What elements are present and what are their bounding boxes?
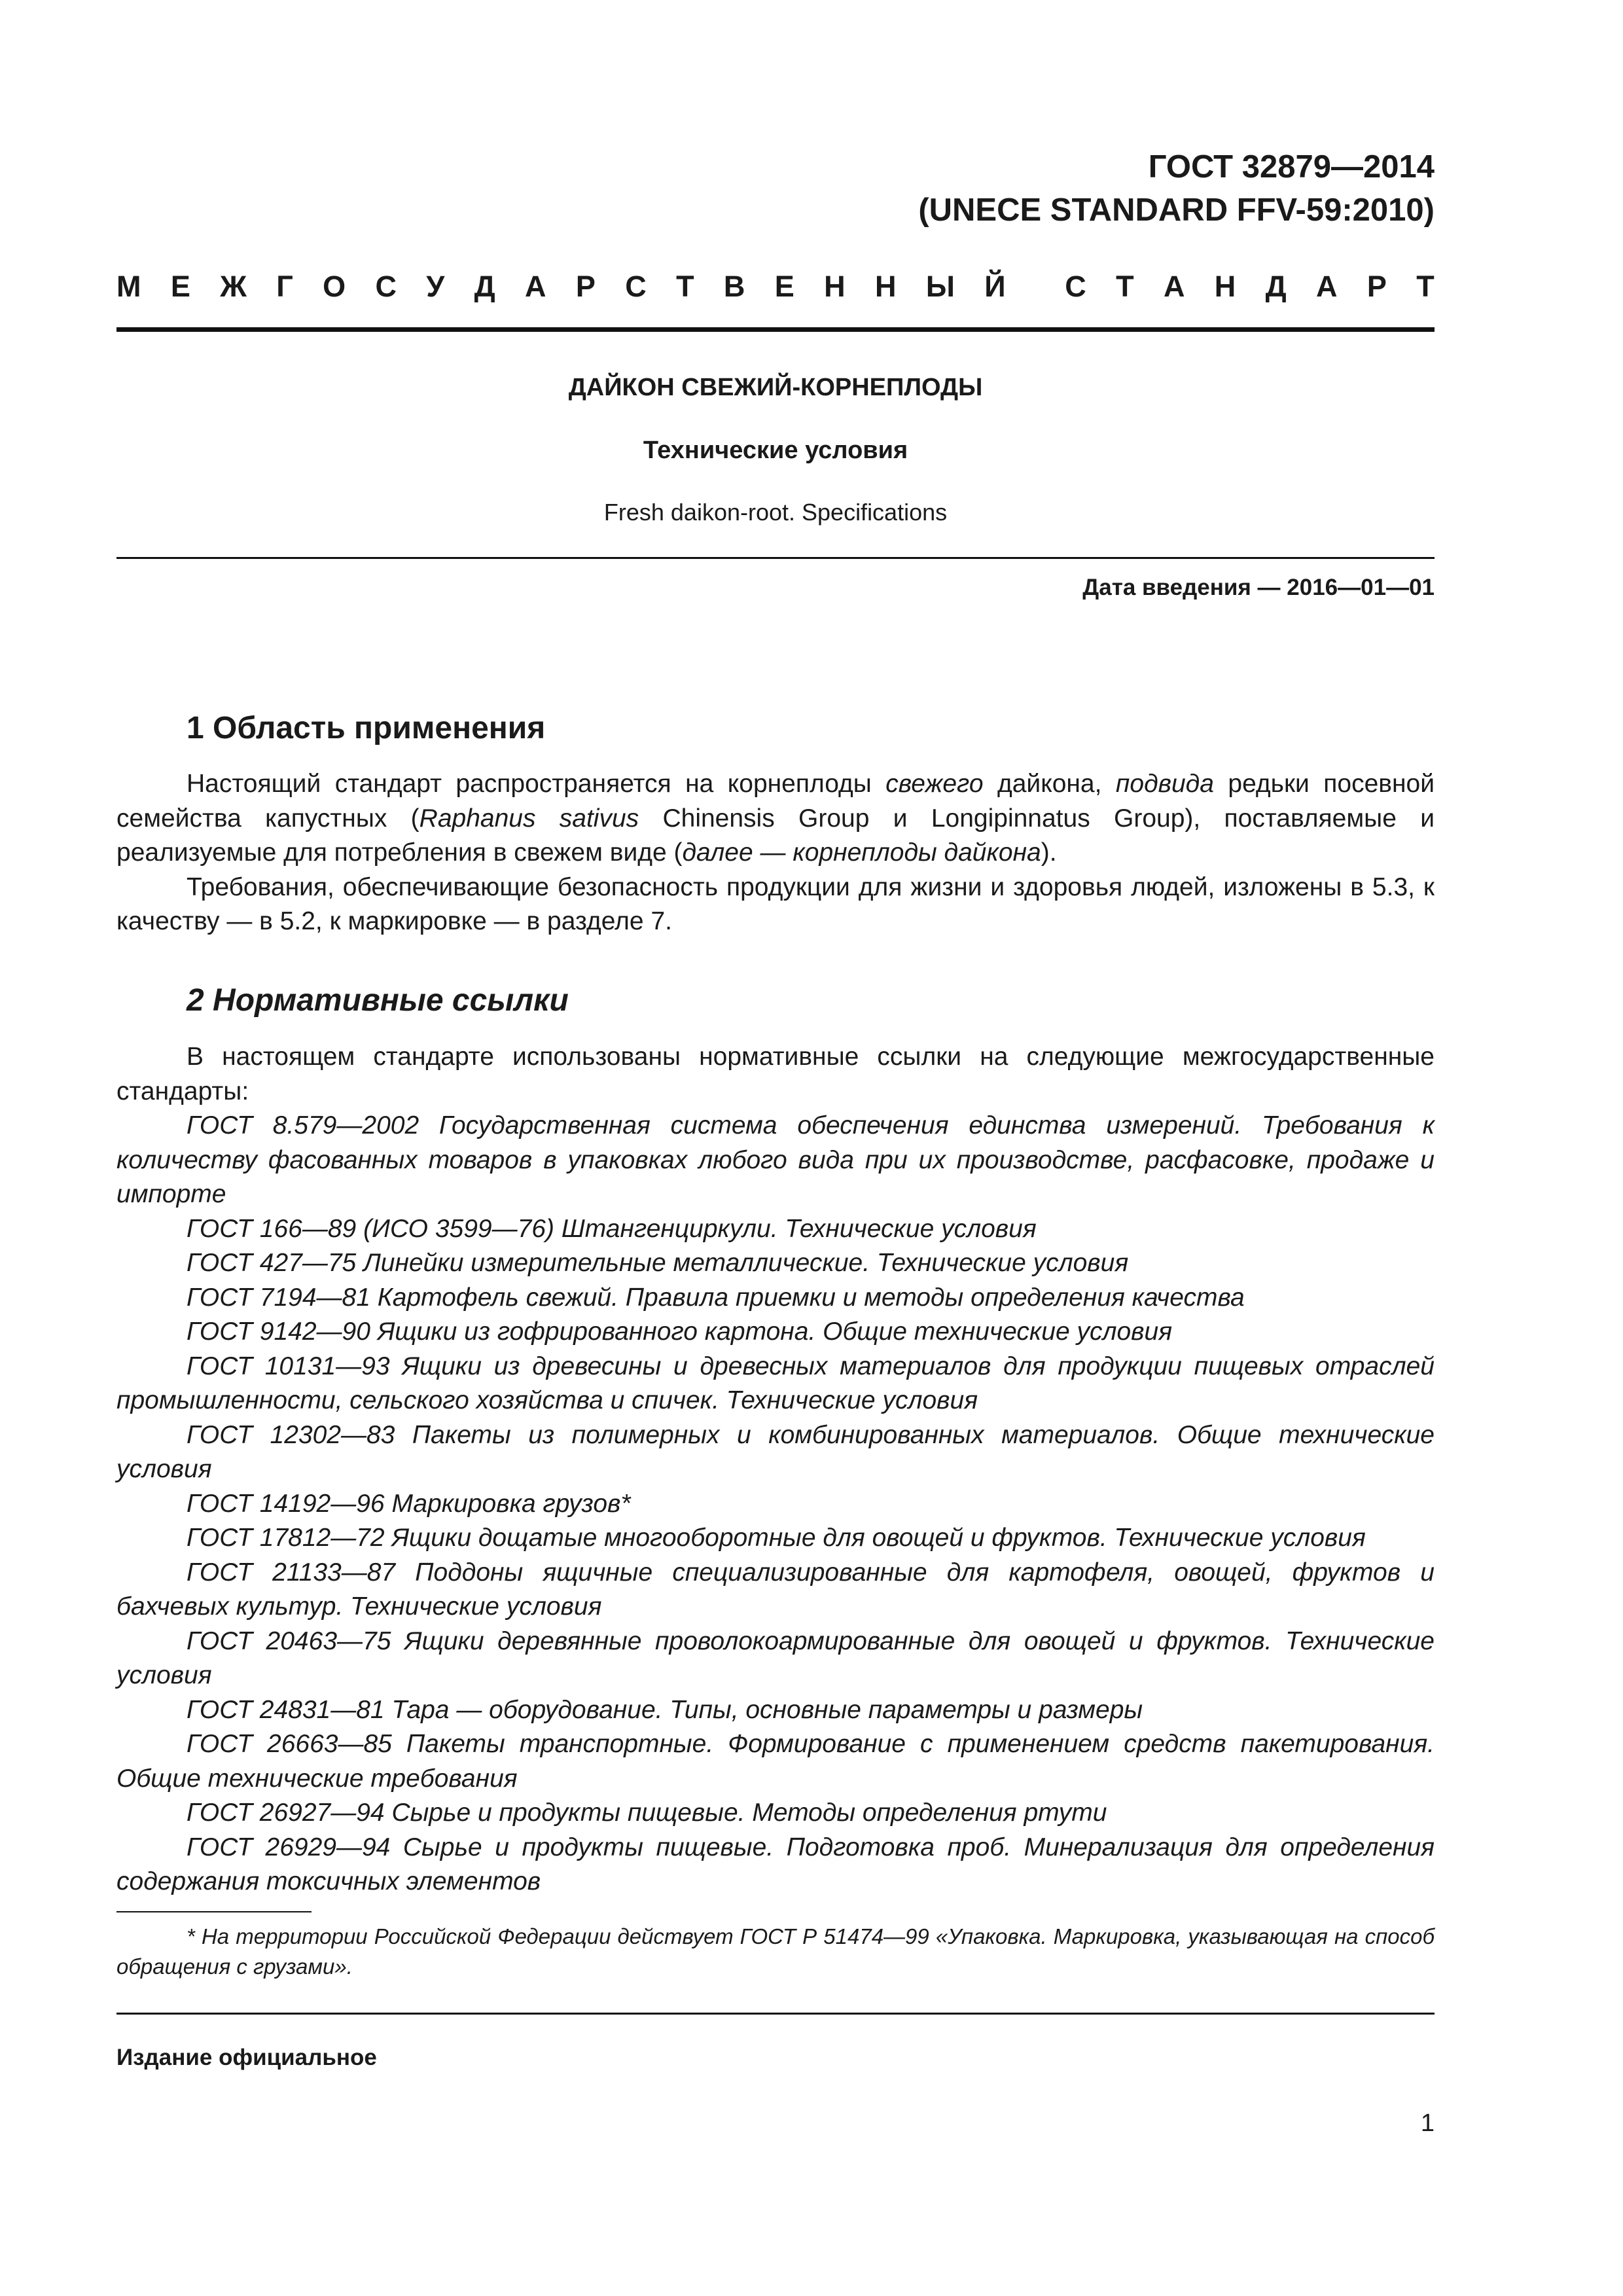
footnote-separator bbox=[116, 1911, 312, 1912]
banner-letter: Т bbox=[1416, 270, 1435, 303]
reference-item: ГОСТ 17812—72 Ящики дощатые многооборотные для овощей и фруктов. Технические условия bbox=[187, 1524, 1366, 1552]
reference-item: ГОСТ 24831—81 Тара — оборудование. Типы, основные параметры и размеры bbox=[187, 1695, 1143, 1724]
scope-paragraph: Настоящий стандарт распространяется на корнеплоды свежего дайкона, подвида редьки посевной семейства капустных (Raphanus sativus Chinensis Group и Longipinnatus Group), поставляемые и реализуемые для потребления в свежем виде (далее — корнеплоды дайкона). bbox=[116, 770, 1435, 867]
reference-item: ГОСТ 21133—87 Поддоны ящичные специализированные для картофеля, овощей, фруктов и бахчевых культур. Технические условия bbox=[116, 1558, 1435, 1621]
requirements-paragraph: Требования, обеспечивающие безопасность продукции для жизни и здоровья людей, изложены в 5.3, к качеству — в 5.2, к маркировке — в разделе 7. bbox=[116, 872, 1435, 935]
banner-letter: Ы bbox=[925, 270, 955, 303]
banner-letter: Р bbox=[575, 270, 596, 303]
reference-item: ГОСТ 427—75 Линейки измерительные металлические. Технические условия bbox=[187, 1249, 1129, 1277]
introduction-date: Дата введения — 2016—01—01 bbox=[1082, 575, 1435, 600]
reference-item: ГОСТ 8.579—2002 Государственная система обеспечения единства измерений. Требования к количеству фасованных товаров в упаковках любого вида при их производстве, расфасовке, продаже и импорте bbox=[116, 1111, 1435, 1208]
banner-letter: С bbox=[375, 270, 397, 303]
interstate-standard-banner bbox=[116, 267, 1435, 306]
banner-letter: В bbox=[723, 270, 745, 303]
banner-letter: Т bbox=[1116, 270, 1134, 303]
banner-letter: Н bbox=[824, 270, 846, 303]
page-number: 1 bbox=[1420, 2109, 1435, 2137]
reference-item: ГОСТ 7194—81 Картофель свежий. Правила приемки и методы определения качества bbox=[187, 1283, 1245, 1312]
reference-item: ГОСТ 9142—90 Ящики из гофрированного картона. Общие технические условия bbox=[187, 1318, 1173, 1346]
banner-letter: Д bbox=[474, 270, 495, 303]
official-edition-label: Издание официальное bbox=[116, 2045, 377, 2070]
banner-letter: Т bbox=[676, 270, 694, 303]
section-1-body bbox=[116, 767, 1435, 939]
banner-letter: Е bbox=[170, 270, 190, 303]
banner-letter: О bbox=[323, 270, 346, 303]
reference-item: ГОСТ 14192—96 Маркировка грузов* bbox=[187, 1489, 631, 1518]
reference-item: ГОСТ 26927—94 Сырье и продукты пищевые. Методы определения ртути bbox=[187, 1799, 1107, 1827]
banner-letter: С bbox=[1065, 270, 1086, 303]
reference-item: ГОСТ 20463—75 Ящики деревянные проволокоармированные для овощей и фруктов. Технические условия bbox=[116, 1626, 1435, 1689]
reference-item: ГОСТ 12302—83 Пакеты из полимерных и комбинированных материалов. Общие технические условия bbox=[116, 1420, 1435, 1483]
document-title: ДАЙКОН СВЕЖИЙ-КОРНЕПЛОДЫ bbox=[568, 374, 983, 401]
footnote bbox=[116, 1922, 1435, 1982]
reference-item: ГОСТ 26663—85 Пакеты транспортные. Формирование с применением средств пакетирования. Общие технические требования bbox=[116, 1730, 1435, 1793]
banner-letter: Ж bbox=[220, 270, 247, 303]
banner-letter: А bbox=[525, 270, 546, 303]
standard-reference: (UNECE STANDARD FFV-59:2010) bbox=[918, 192, 1435, 228]
section-1-heading: 1 Область применения bbox=[187, 711, 546, 745]
standard-number: ГОСТ 32879—2014 bbox=[1148, 149, 1435, 185]
banner-letter: У bbox=[426, 270, 445, 303]
banner-letter: Е bbox=[774, 270, 794, 303]
section-2-intro bbox=[116, 1040, 1435, 1109]
banner-letter: А bbox=[1163, 270, 1185, 303]
banner-letter: Й bbox=[984, 270, 1006, 303]
banner-letter: С bbox=[625, 270, 647, 303]
reference-item: ГОСТ 10131—93 Ящики из древесины и древесных материалов для продукции пищевых отраслей промышленности, сельского хозяйства и спичек. Технические условия bbox=[116, 1352, 1435, 1414]
footnote-text: * На территории Российской Федерации действует ГОСТ Р 51474—99 «Упаковка. Маркировка, указывающая на способ обращения с грузами». bbox=[116, 1924, 1435, 1979]
banner-letter: Р bbox=[1366, 270, 1387, 303]
section-2-heading: 2 Нормативные ссылки bbox=[187, 983, 569, 1018]
banner-letter: А bbox=[1316, 270, 1338, 303]
document-subtitle: Технические условия bbox=[643, 437, 908, 464]
title-rule bbox=[116, 557, 1435, 559]
standard-header bbox=[918, 145, 1435, 232]
banner-letter: Н bbox=[1214, 270, 1236, 303]
reference-item: ГОСТ 166—89 (ИСО 3599—76) Штангенциркули. Технические условия bbox=[187, 1214, 1037, 1243]
normative-references-list bbox=[116, 1109, 1435, 1899]
footer-rule bbox=[116, 2013, 1435, 2015]
banner-letter: Д bbox=[1265, 270, 1287, 303]
header-thick-rule bbox=[116, 327, 1435, 332]
reference-item: ГОСТ 26929—94 Сырье и продукты пищевые. Подготовка проб. Минерализация для определения содержания токсичных элементов bbox=[116, 1833, 1435, 1895]
english-title: Fresh daikon-root. Specifications bbox=[603, 499, 948, 526]
banner-letter: М bbox=[116, 270, 141, 303]
banner-letter: Г bbox=[276, 270, 293, 303]
banner-letter: Н bbox=[874, 270, 897, 303]
references-intro: В настоящем стандарте использованы нормативные ссылки на следующие межгосударственные стандарты: bbox=[116, 1043, 1435, 1105]
